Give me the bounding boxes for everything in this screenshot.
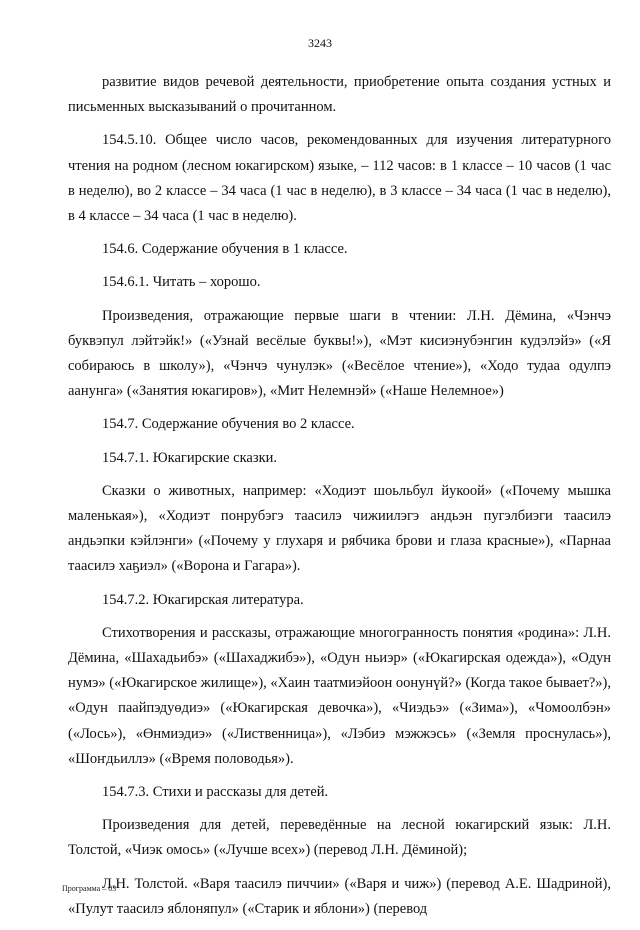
paragraph-homeland-poems: Стихотворения и рассказы, отражающие многогранность понятия «родина»: Л.Н. Дёмина, «Шахадьибэ» («Шахаджибэ»), «Одун ньиэр» («Юкагирская одежда»), «Одун нумэ» («Юкагирское жилище»), «Хаин таатмиэйоон оонунүй?» (Когда такое бывает?»), «Одун паайпэдуөдиэ» («Юкагирская девочка»), «Чиэдьэ» («Зима»), «Чомоолбэн» («Лось»), «Өнмиэдиэ» («Лиственница»), «Лэбиэ мэжжэсь» («Земля проснулась»), «Шоҥдьиллэ» («Время половодья»).: [68, 624, 612, 767]
paragraph-translated-works: Произведения для детей, переведённые на лесной юкагирский язык: Л.Н. Толстой, «Чиэк омось» («Лучше всех») (перевод Л.Н. Дёминой);: [68, 817, 611, 859]
heading-yukaghir-literature: 154.7.2. Юкагирская литература.: [102, 591, 304, 608]
heading-children-poems: 154.7.3. Стихи и рассказы для детей.: [102, 784, 329, 801]
heading-grade-1-content: 154.6. Содержание обучения в 1 классе.: [102, 241, 348, 258]
paragraph-speech-activity: развитие видов речевой деятельности, приобретение опыта создания устных и письменных высказываний о прочитанном.: [68, 74, 611, 116]
paragraph-hours-total: 154.5.10. Общее число часов, рекомендованных для изучения литературного чтения на родном (лесном юкагирском) языке, – 112 часов: в 1 классе – 10 часов (1 час в неделю), во 2 классе – 34 часа (1 час в неделю), в 3 классе – 34 часа (1 час в неделю), в 4 классе – 34 часа (1 час в неделю).: [68, 132, 611, 225]
heading-reading-is-good: 154.6.1. Читать – хорошо.: [102, 274, 261, 291]
page-number: 3243: [308, 36, 332, 50]
paragraph-tolstoy-translations: Л.Н. Толстой. «Варя таасилэ пиччии» («Варя и чиж») (перевод А.Е. Шадриной), «Пулут таасилэ яблоняпул» («Старик и яблони») (перевод: [68, 875, 611, 917]
paragraph-animal-tales: Сказки о животных, например: «Ходиэт шоьльбул йукоой» («Почему мышка маленькая»), «Ходиэт понрубэгэ таасилэ чижиилэгэ андьэн пугэлбиэги таасилэ андьэпки кэйлэнги» («Почему у глухаря и рябчика брови и глаза красные»), «Парнаа таасилэ хаҕиэл» («Ворона и Гагара»).: [68, 482, 611, 575]
paragraph-first-steps-works: Произведения, отражающие первые шаги в чтении: Л.Н. Дёмина, «Чэнчэ буквэпул лэйтэйк!» («Узнай весёлые буквы!»), «Мэт кисиэнубэнгин кудэлэйэ» («Я собираюсь в школу»), «Чэнчэ чунулэк» («Весёлое чтение»), «Ходо тудаа одулпэ аанунга» («Занятия юкагиров»), «Мит Нелемнэй» («Наше Нелемное»): [68, 307, 611, 400]
document-body: [68, 70, 611, 930]
footer-program-label: Программа – 03: [62, 884, 117, 893]
heading-yukaghir-tales: 154.7.1. Юкагирские сказки.: [102, 449, 278, 466]
heading-grade-2-content: 154.7. Содержание обучения во 2 классе.: [102, 416, 355, 433]
